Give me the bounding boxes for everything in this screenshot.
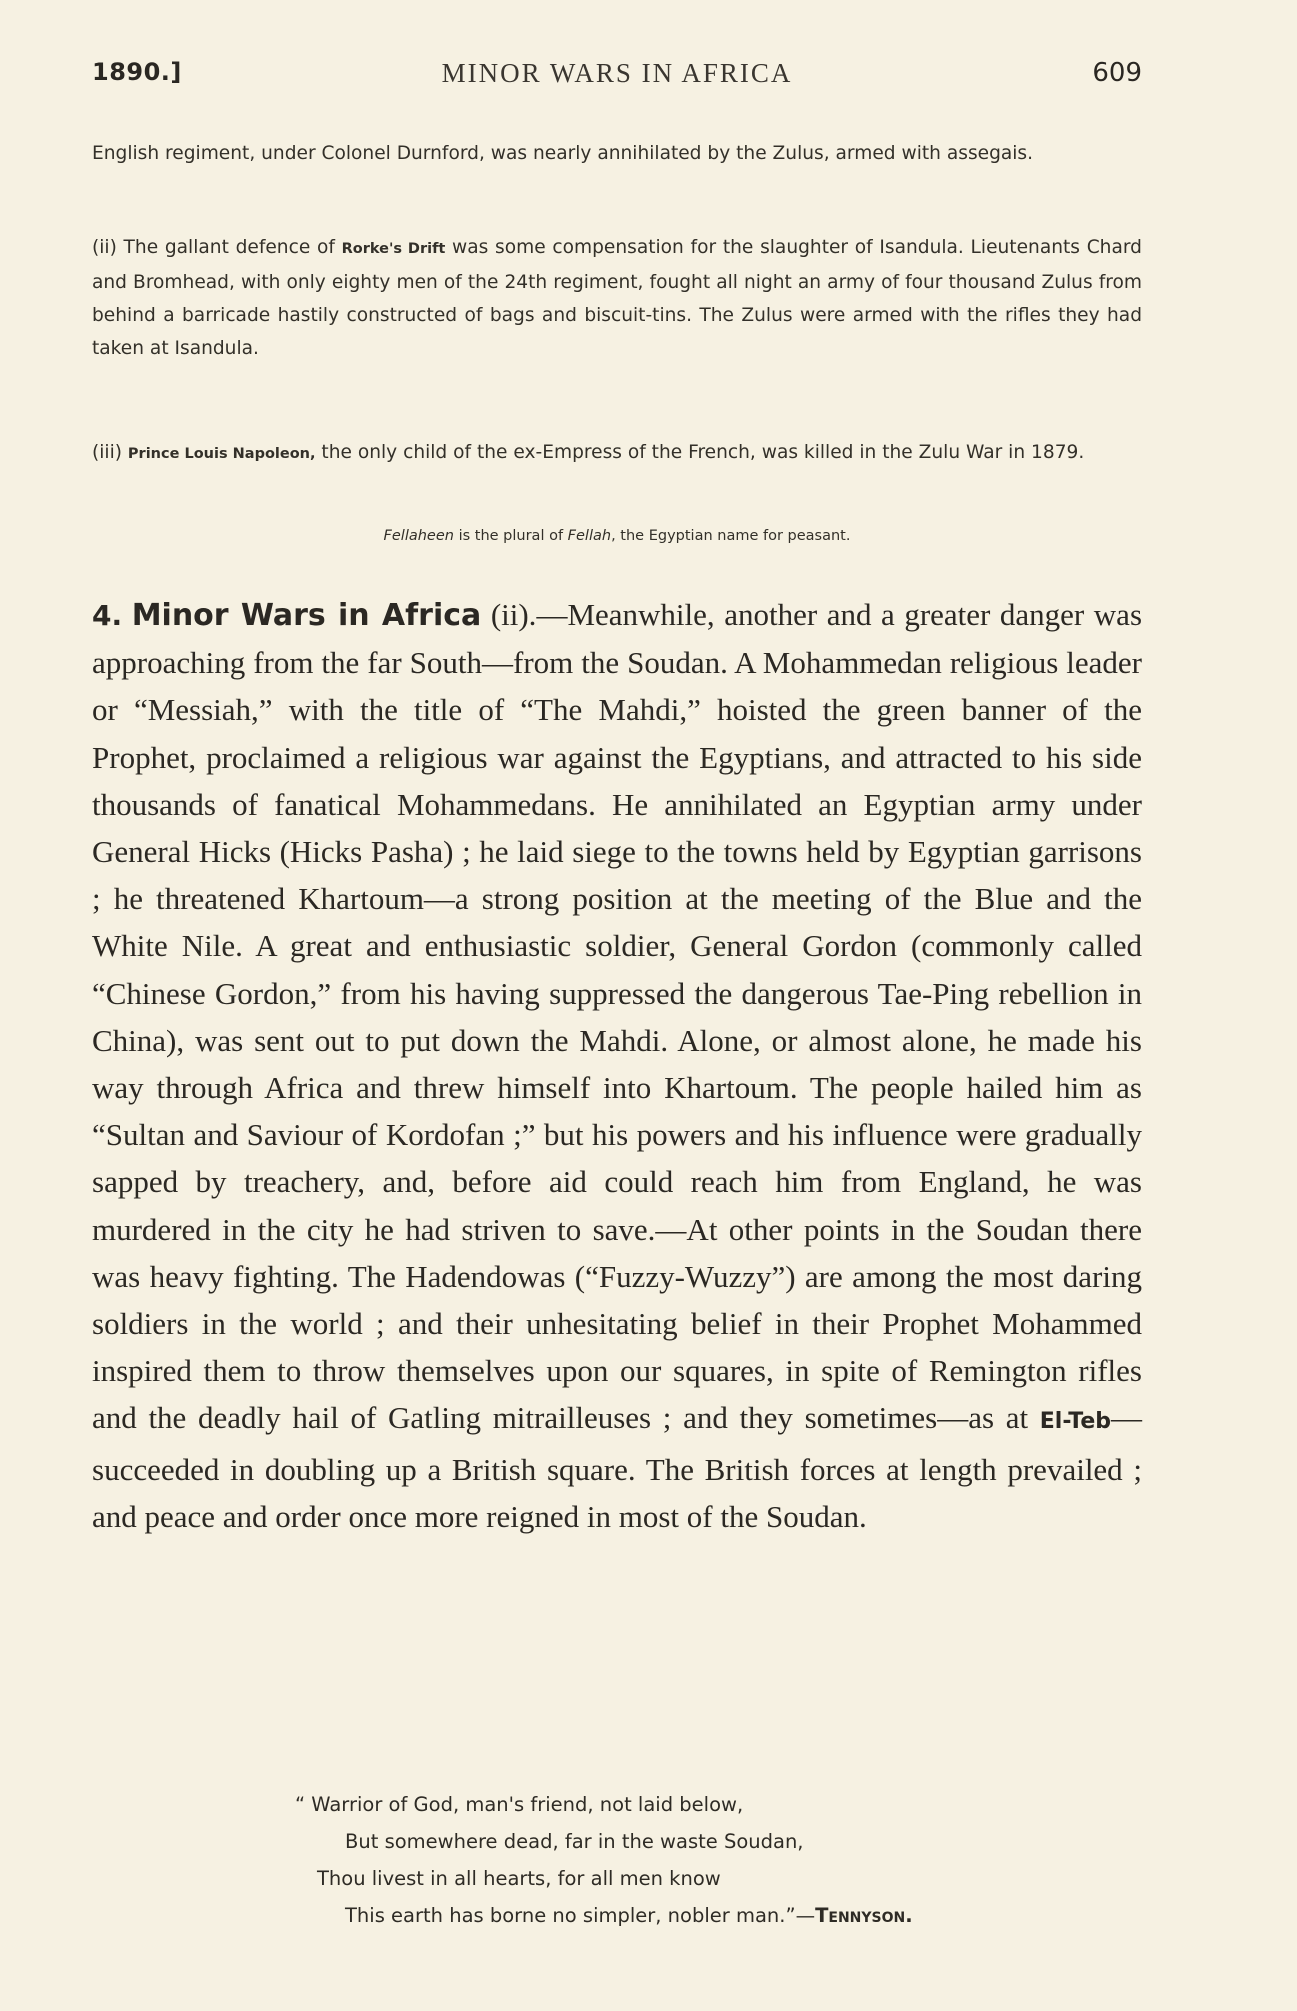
footnote-continuation — [92, 137, 1142, 170]
poem-line-2: But somewhere dead, far in the waste Soudan, — [345, 1830, 804, 1853]
poem-quotation — [295, 1786, 1155, 1934]
section-title: Minor Wars in Africa — [131, 598, 482, 633]
section-part: (ii). — [481, 597, 537, 632]
running-header — [92, 58, 1142, 98]
poem-line-3: Thou livest in all hearts, for all men know — [317, 1867, 721, 1890]
section-text-1: —Meanwhile, another and a greater danger was approaching from the far South—from the Soudan. A Mohammedan religious leader or “Messiah,” with the title of “The Mahdi,” hoisted the green banner of the Prophet, proclaimed a religious war against the Egyptians, and attracted to his side thousands of fanatical Mohammedans. He annihilated an Egyptian army under General Hicks (Hicks Pasha) ; he laid siege to the towns held by Egyptian garrisons ; he threatened Khartoum—a strong position at the meeting of the Blue and the White Nile. A great and enthusiastic soldier, General Gordon (commonly called “Chinese Gordon,” from his having suppressed the dangerous Tae-Ping rebellion in China), was sent out to put down the Mahdi. Alone, or almost alone, he made his way through Africa and threw himself into Khartoum. The people hailed him as “Sultan and Saviour of Kordofan ;” but his powers and his influence were gradually sapped by treachery, and, before aid could reach him from England, he was murdered in the city he had striven to save.—At other points in the Soudan there was heavy fighting. The Hadendowas (“Fuzzy-Wuzzy”) are among the most daring soldiers in the world ; and their unhesitating belief in their Prophet Mohammed inspired them to throw themselves upon our squares, in spite of Remington rifles and the deadly hail of Gatling mitrailleuses ; and they sometimes—as at — [92, 597, 1143, 1436]
definition-term-fellaheen: Fellaheen — [383, 528, 454, 544]
section-number: 4. — [92, 599, 123, 632]
definition-end: , the Egyptian name for peasant. — [611, 528, 851, 544]
section-paragraph — [92, 591, 1142, 1540]
footnote-ii — [92, 231, 1142, 365]
header-title: MINOR WARS IN AFRICA — [441, 58, 793, 88]
footnote-ii-text: was some compensation for the slaughter of Isandula. Lieutenants Chard and Bromhead, with only eighty men of the 24th regiment, fought all night an army of four thousand Zulus from behind a barricade hastily constructed of bags and biscuit-tins. The Zulus were armed with the rifles they had taken at Isandula. — [92, 237, 1142, 359]
page-number: 609 — [1092, 58, 1142, 88]
section-text-2: —succeeded in doubling up a British square. The British forces at length prevailed ; and peace and order once more reigned in most of the Soudan. — [92, 1400, 1142, 1534]
footnote-ii-place: Rorke's Drift — [341, 241, 446, 257]
footnote-intro-text: English regiment, under Colonel Durnford, was nearly annihilated by the Zulus, armed with assegais. — [92, 143, 1034, 164]
footnote-iii-label: (iii) — [92, 442, 128, 463]
poem-line-4-text: This earth has borne no simpler, nobler man.”— — [345, 1904, 816, 1927]
section-place-el-teb: El-Teb — [1039, 1409, 1111, 1435]
footnote-definition — [92, 520, 1142, 553]
poem-author: Tennyson. — [815, 1904, 913, 1927]
poem-line-1: “ Warrior of God, man's friend, not laid below, — [295, 1793, 744, 1816]
definition-mid: is the plural of — [453, 528, 568, 544]
section-body — [92, 591, 1142, 1540]
poem-line-4 — [345, 1897, 1155, 1934]
header-year: 1890.] — [92, 58, 182, 86]
footnote-iii-text: the only child of the ex-Empress of the French, was killed in the Zulu War in 1879. — [315, 442, 1085, 463]
footnote-iii — [92, 436, 1142, 471]
footnote-iii-name: Prince Louis Napoleon, — [127, 446, 316, 462]
definition-term-fellah: Fellah — [567, 528, 612, 544]
footnote-ii-label: (ii) The gallant defence of — [92, 237, 342, 258]
